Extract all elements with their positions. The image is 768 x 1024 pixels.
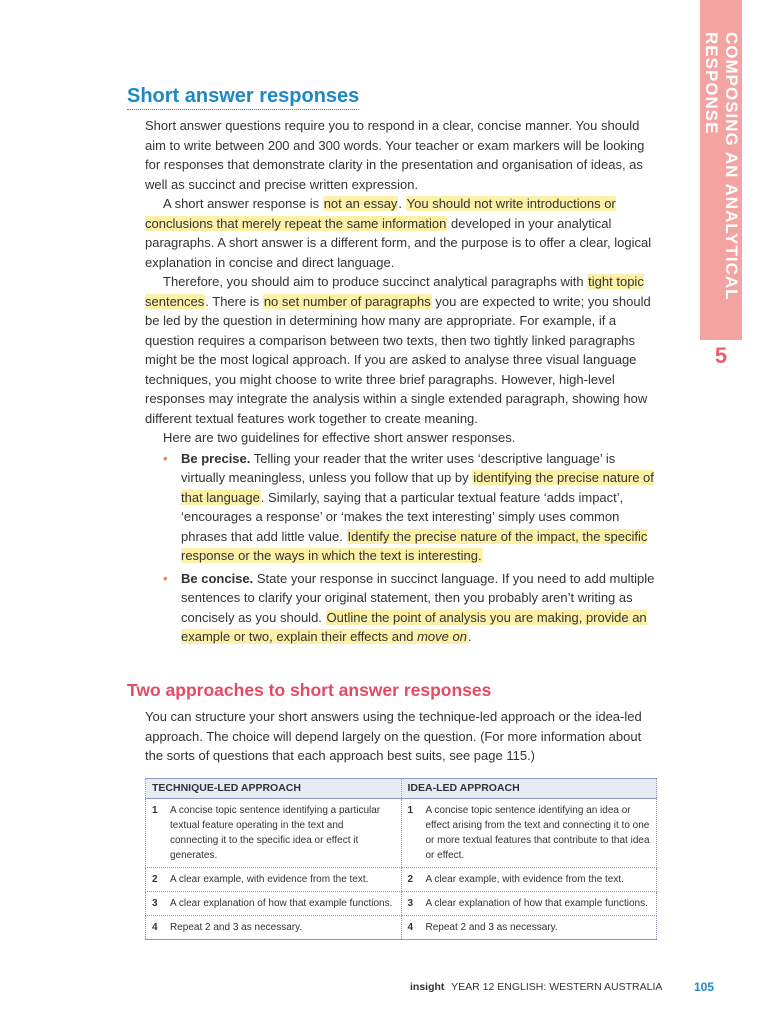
section-heading-short-answer: Short answer responses — [127, 84, 359, 110]
step-text: A concise topic sentence identifying an idea or effect arising from the text and connecting it to one or more textual features that contribute to that idea or effect. — [425, 805, 650, 861]
text-run: Outline the point of analysis you are making, provide an example or two, explain their effects and — [181, 609, 647, 644]
highlight: no set number of paragraphs — [263, 293, 431, 309]
step-text: A concise topic sentence identifying a particular textual feature operating in the text and connecting it to the specific idea or effect it generates. — [170, 805, 381, 861]
guidelines-list — [145, 449, 657, 647]
table-row — [146, 916, 657, 940]
table-cell — [401, 892, 657, 916]
highlight: Identify the precise nature of the impact, the specific response or the ways in which the text is interesting. — [181, 528, 648, 563]
guideline-lead: Be concise. — [181, 570, 254, 586]
table-cell — [146, 916, 402, 940]
text-run: . Similarly, saying that a particular textual feature ‘adds impact’, ‘encourages a response’ or ‘makes the text interesting’ simply uses common phrases that add little value. — [181, 489, 624, 544]
text-run: State your response in succinct language. If you need to add multiple sentences to clarify your original statement, then you probably aren’t writing as concisely as you should. — [181, 570, 655, 625]
bullet-icon: • — [163, 570, 168, 586]
step-text: A clear example, with evidence from the text. — [170, 874, 369, 885]
section-heading-two-approaches: Two approaches to short answer responses — [127, 680, 492, 700]
chapter-number: 5 — [714, 343, 728, 368]
column-header-idea-led: IDEA-LED APPROACH — [401, 779, 657, 799]
step-number: 1 — [152, 805, 158, 816]
text-run: A short answer response is — [163, 196, 323, 211]
text-run: Therefore, you should aim to produce succinct analytical paragraphs with — [163, 274, 588, 289]
step-number: 4 — [152, 922, 158, 933]
highlight: identifying the precise nature of that language — [181, 470, 654, 505]
step-text: A clear explanation of how that example functions. — [170, 898, 393, 909]
paragraph-3 — [145, 272, 657, 428]
table-cell — [401, 868, 657, 892]
list-item-be-precise — [145, 449, 657, 566]
list-item-be-concise — [145, 569, 657, 647]
page-footer — [410, 981, 662, 993]
step-number: 3 — [152, 898, 158, 909]
table-cell — [146, 799, 402, 868]
paragraph-intro: You can structure your short answers using the technique-led approach or the idea-led approach. The choice will depend largely on the question. (For more information about the sorts of questions that each approach best suits, see page 115.) — [145, 709, 642, 763]
highlight: not an essay — [323, 196, 398, 211]
table-cell — [146, 892, 402, 916]
section-body-short-answer — [145, 116, 657, 647]
text-run: Telling your reader that the writer uses ‘descriptive language’ is virtually meaningless, unless you follow that up by — [181, 450, 616, 485]
column-header-technique-led: TECHNIQUE-LED APPROACH — [146, 779, 402, 799]
step-number: 2 — [407, 874, 414, 885]
text-run: developed in your analytical paragraphs. A short answer is a different form, and the purpose is to offer a clear, logical explanation in concise and direct language. — [145, 215, 652, 270]
table-cell — [401, 916, 657, 940]
text-run: . There is — [205, 293, 263, 309]
chapter-title: COMPOSING AN ANALYTICAL RESPONSE — [702, 32, 741, 301]
table-cell — [146, 868, 402, 892]
approach-table — [145, 778, 657, 940]
text-run: . — [467, 629, 472, 644]
step-text: A clear explanation of how that example functions. — [425, 898, 648, 909]
paragraph-2 — [145, 194, 657, 272]
book-title: YEAR 12 ENGLISH: WESTERN AUSTRALIA — [451, 981, 663, 993]
text-run: . — [398, 196, 406, 211]
brand-logo: insight — [410, 981, 445, 993]
chapter-side-tab — [700, 0, 742, 340]
text-run: you are expected to write; you should be led by the question in determining how many are appropriate. For example, if a question requires a comparison between two texts, then two tightly linked paragraphs might be the most logical approach. If you are asked to analyse three visual language techniques, you might choose to write three brief paragraphs. However, high-level responses may integrate the analysis within a single extended paragraph, showing how different textual features work together to create meaning. — [145, 293, 651, 426]
step-number: 3 — [407, 898, 414, 909]
bullet-icon: • — [163, 450, 168, 466]
table-cell — [401, 799, 657, 868]
paragraph-4: Here are two guidelines for effective short answer responses. — [163, 430, 516, 445]
page-number: 105 — [694, 980, 715, 994]
table-row — [146, 868, 657, 892]
section-intro-two-approaches — [145, 707, 657, 766]
step-text: A clear example, with evidence from the text. — [425, 874, 624, 885]
emphasis: move on — [417, 629, 467, 644]
table-header-row — [146, 779, 657, 799]
highlight: tight topic sentences — [145, 274, 644, 309]
paragraph-1: Short answer questions require you to respond in a clear, concise manner. You should aim to write between 200 and 300 words. Your teacher or exam markers will be looking for responses that demonstrate clarity in the presentation and organisation of ideas, as well as succinct and precise written expression. — [145, 118, 645, 192]
table-row — [146, 892, 657, 916]
step-number: 4 — [407, 922, 414, 933]
step-number: 2 — [152, 874, 158, 885]
guideline-lead: Be precise. — [181, 450, 251, 466]
step-text: Repeat 2 and 3 as necessary. — [170, 922, 303, 933]
highlight: You should not write introductions or conclusions that merely repeat the same information — [145, 196, 616, 231]
step-number: 1 — [407, 805, 414, 816]
step-text: Repeat 2 and 3 as necessary. — [425, 922, 558, 933]
table-row — [146, 799, 657, 868]
